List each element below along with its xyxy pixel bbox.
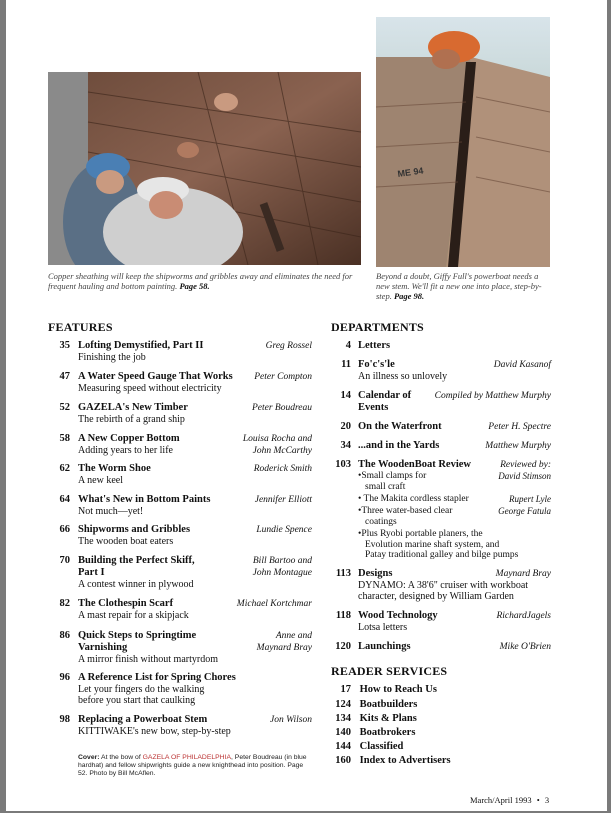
feature-page-number: 35 xyxy=(59,340,70,351)
department-page-number: 103 xyxy=(335,459,351,470)
feature-subtitle: A mirror finish without martyrdom xyxy=(78,654,218,665)
reader-service-title: Boatbuilders xyxy=(359,699,418,710)
cover-text-2: , Peter Boudreau (in blue hardhat) and fellow shipwrights guide a new knighthead into position. Page 52. Photo by Bill McAflen. xyxy=(78,754,307,777)
department-page-number: 120 xyxy=(335,641,351,652)
feature-author xyxy=(202,555,312,579)
department-author: Reviewed by: xyxy=(500,460,551,470)
folio-bullet: • xyxy=(536,795,540,805)
review-item-line3: Patay traditional galley and bilge pumps xyxy=(365,550,519,560)
department-page-number: 113 xyxy=(335,568,351,579)
feature-author-line2: Maynard Bray xyxy=(256,643,312,653)
left-photo-caption xyxy=(48,271,363,291)
reader-service-page-number: 144 xyxy=(335,741,351,752)
feature-author: Lundie Spence xyxy=(256,525,312,535)
feature-entry[interactable] xyxy=(48,371,312,394)
department-title: Fo'c's'le xyxy=(358,359,395,370)
cover-text-1: At the bow of xyxy=(101,754,141,761)
department-author: David Kasanof xyxy=(493,360,551,370)
department-page-number: 34 xyxy=(340,440,351,451)
reader-service-title: Index to Advertisers xyxy=(359,755,451,766)
feature-entry[interactable] xyxy=(48,672,312,706)
hull-number-text: ME 94 xyxy=(396,165,425,179)
department-entry[interactable] xyxy=(331,641,551,653)
right-caption-text: Beyond a doubt, Giffy Full's powerboat needs a new stem. We'll fit a new one into place, step-by-step. xyxy=(376,271,542,301)
department-author: Mike O'Brien xyxy=(499,642,551,652)
department-page-number: 20 xyxy=(340,421,351,432)
page-number: 3 xyxy=(544,795,550,805)
feature-author-line1: Louisa Rocha and xyxy=(242,434,312,444)
left-caption-page: Page 58. xyxy=(179,281,210,291)
feature-entry[interactable] xyxy=(48,524,312,547)
review-item[interactable] xyxy=(358,494,551,505)
department-title: ...and in the Yards xyxy=(358,440,440,451)
feature-subtitle: A mast repair for a skipjack xyxy=(78,610,189,621)
reader-service-page-number: 160 xyxy=(335,755,351,766)
department-entry[interactable] xyxy=(331,340,551,352)
feature-subtitle: Finishing the job xyxy=(78,352,146,363)
feature-entry[interactable] xyxy=(48,433,312,456)
feature-author-line2: John McCarthy xyxy=(252,446,312,456)
department-subtitle-line2: character, designed by William Garden xyxy=(358,591,514,602)
feature-entry[interactable] xyxy=(48,598,312,621)
feature-page-number: 70 xyxy=(59,555,70,566)
feature-page-number: 82 xyxy=(59,598,70,609)
feature-title: The Clothespin Scarf xyxy=(78,598,174,609)
department-page-number: 118 xyxy=(335,610,351,621)
feature-author-line1: Anne and xyxy=(275,631,312,641)
feature-subtitle: A contest winner in plywood xyxy=(78,579,194,590)
department-subtitle: An illness so unlovely xyxy=(358,371,448,382)
department-author: Matthew Murphy xyxy=(485,441,551,451)
department-entry[interactable] xyxy=(331,359,551,382)
review-item-line2: small craft xyxy=(365,481,406,492)
feature-entry[interactable] xyxy=(48,630,312,665)
feature-title-line2: Varnishing xyxy=(78,642,128,653)
department-title: The WoodenBoat Review xyxy=(358,459,471,470)
feature-subtitle: The wooden boat eaters xyxy=(78,536,174,547)
feature-page-number: 58 xyxy=(59,433,70,444)
department-entry[interactable] xyxy=(331,421,551,433)
feature-subtitle-line2: before you start that caulking xyxy=(78,695,196,706)
cover-ship-name: GAZELA OF PHILADELPHIA xyxy=(142,754,232,761)
reader-service-page-number: 134 xyxy=(335,713,351,724)
feature-subtitle: Let your fingers do the walking xyxy=(78,684,205,695)
review-item-line1: • The Makita cordless stapler xyxy=(358,494,469,504)
feature-author: Michael Kortchmar xyxy=(236,599,312,609)
feature-page-number: 47 xyxy=(59,371,70,382)
departments-heading: DEPARTMENTS xyxy=(331,320,424,334)
review-item-line1: •Small clamps for xyxy=(358,471,427,481)
review-author: George Fatula xyxy=(498,506,551,516)
review-item-line1: •Plus Ryobi portable planers, the xyxy=(358,529,483,539)
review-item-line2: coatings xyxy=(365,516,397,527)
review-author: Rupert Lyle xyxy=(509,494,551,504)
feature-author xyxy=(202,630,312,654)
department-author: Maynard Bray xyxy=(495,569,551,579)
department-title-line2: Events xyxy=(358,402,389,413)
department-author: RichardJagels xyxy=(496,611,551,621)
department-subtitle: DYNAMO: A 38'6" cruiser with workboat xyxy=(358,580,529,591)
reader-service-page-number: 17 xyxy=(340,684,351,695)
reader-service-entry[interactable] xyxy=(331,726,551,739)
feature-entry[interactable] xyxy=(48,463,312,486)
feature-title-line2: Part I xyxy=(78,567,105,578)
feature-title: A New Copper Bottom xyxy=(78,433,180,444)
department-title: Wood Technology xyxy=(358,610,438,621)
feature-title: The Worm Shoe xyxy=(78,463,151,474)
reader-service-page-number: 140 xyxy=(335,727,351,738)
reader-service-entry[interactable] xyxy=(331,683,551,696)
feature-subtitle: KITTIWAKE's new bow, step-by-step xyxy=(78,726,231,737)
feature-subtitle: Measuring speed without electricity xyxy=(78,383,222,394)
reader-service-page-number: 124 xyxy=(335,699,351,710)
issue-date: March/April 1993 xyxy=(470,795,532,805)
reader-service-title: Boatbrokers xyxy=(359,727,416,738)
review-item[interactable] xyxy=(358,506,551,527)
feature-page-number: 52 xyxy=(59,402,70,413)
department-entry[interactable] xyxy=(331,440,551,452)
left-caption-text: Copper sheathing will keep the shipworms and gribbles away and eliminates the need for frequent hauling and bottom painting. xyxy=(48,271,353,291)
department-title: Designs xyxy=(358,568,393,579)
reader-service-entry[interactable] xyxy=(331,712,551,725)
feature-subtitle: Adding years to her life xyxy=(78,445,173,456)
feature-title: A Reference List for Spring Chores xyxy=(78,672,236,683)
feature-page-number: 98 xyxy=(59,714,70,725)
feature-subtitle: Not much—yet! xyxy=(78,506,144,517)
feature-author: Greg Rossel xyxy=(265,341,312,351)
department-title: Launchings xyxy=(358,641,411,652)
feature-author-line2: John Montague xyxy=(252,568,312,578)
feature-author: Roderick Smith xyxy=(253,464,312,474)
reader-service-title: How to Reach Us xyxy=(359,684,437,695)
feature-author: Jennifer Elliott xyxy=(254,495,312,505)
department-title: On the Waterfront xyxy=(358,421,442,432)
department-subtitle: Lotsa letters xyxy=(358,622,408,633)
review-item-line2: Evolution marine shaft system, and xyxy=(365,539,500,550)
cover-note xyxy=(78,754,314,778)
feature-page-number: 66 xyxy=(59,524,70,535)
reader-service-entry[interactable] xyxy=(331,698,551,711)
reader-service-entry[interactable] xyxy=(331,754,551,767)
department-page-number: 14 xyxy=(340,390,351,401)
feature-entry[interactable] xyxy=(48,555,312,590)
department-author: Peter H. Spectre xyxy=(488,422,551,432)
feature-page-number: 64 xyxy=(59,494,70,505)
features-heading: FEATURES xyxy=(48,320,113,334)
page-folio xyxy=(470,795,549,805)
reader-service-title: Kits & Plans xyxy=(359,713,417,724)
department-page-number: 11 xyxy=(341,359,351,370)
copper-sheathing-photo xyxy=(48,72,361,265)
feature-title: Quick Steps to Springtime xyxy=(78,630,197,641)
department-author: Compiled by Matthew Murphy xyxy=(434,391,551,401)
department-entry[interactable] xyxy=(331,610,551,633)
reader-services-heading: READER SERVICES xyxy=(331,664,448,678)
powerboat-stem-photo xyxy=(376,17,550,267)
feature-title: Lofting Demystified, Part II xyxy=(78,340,204,351)
review-item[interactable] xyxy=(358,529,558,561)
department-title: Calendar of xyxy=(358,390,412,401)
department-entry[interactable] xyxy=(331,459,551,471)
reader-service-entry[interactable] xyxy=(331,740,551,753)
feature-page-number: 62 xyxy=(59,463,70,474)
magazine-page xyxy=(6,0,607,811)
feature-author xyxy=(202,433,312,457)
feature-title: Shipworms and Gribbles xyxy=(78,524,191,535)
feature-author: Jon Wilson xyxy=(270,715,312,725)
cover-label: Cover: xyxy=(78,754,100,761)
department-entry[interactable] xyxy=(331,568,551,602)
department-page-number: 4 xyxy=(345,340,351,351)
feature-title: Building the Perfect Skiff, xyxy=(78,555,195,566)
feature-author: Peter Boudreau xyxy=(251,403,312,413)
feature-author-line1: Bill Bartoo and xyxy=(252,556,312,566)
review-author: David Stimson xyxy=(498,471,551,481)
feature-entry[interactable] xyxy=(48,494,312,517)
feature-author: Peter Compton xyxy=(254,372,312,382)
feature-page-number: 86 xyxy=(59,630,70,641)
feature-subtitle: The rebirth of a grand ship xyxy=(78,414,185,425)
reader-service-title: Classified xyxy=(359,741,404,752)
department-entry[interactable] xyxy=(331,390,551,414)
feature-entry[interactable] xyxy=(48,340,312,363)
right-caption-page: Page 98. xyxy=(393,291,425,301)
feature-page-number: 96 xyxy=(59,672,70,683)
feature-title: GAZELA's New Timber xyxy=(78,402,188,413)
right-photo-caption xyxy=(376,271,554,301)
feature-title: A Water Speed Gauge That Works xyxy=(78,371,233,382)
feature-entry[interactable] xyxy=(48,402,312,425)
feature-entry[interactable] xyxy=(48,714,312,737)
review-item[interactable] xyxy=(358,471,551,492)
review-item-line1: •Three water-based clear xyxy=(358,506,453,516)
feature-title: Replacing a Powerboat Stem xyxy=(78,714,208,725)
department-title: Letters xyxy=(358,340,391,351)
feature-title: What's New in Bottom Paints xyxy=(78,494,211,505)
feature-subtitle: A new keel xyxy=(78,475,123,486)
